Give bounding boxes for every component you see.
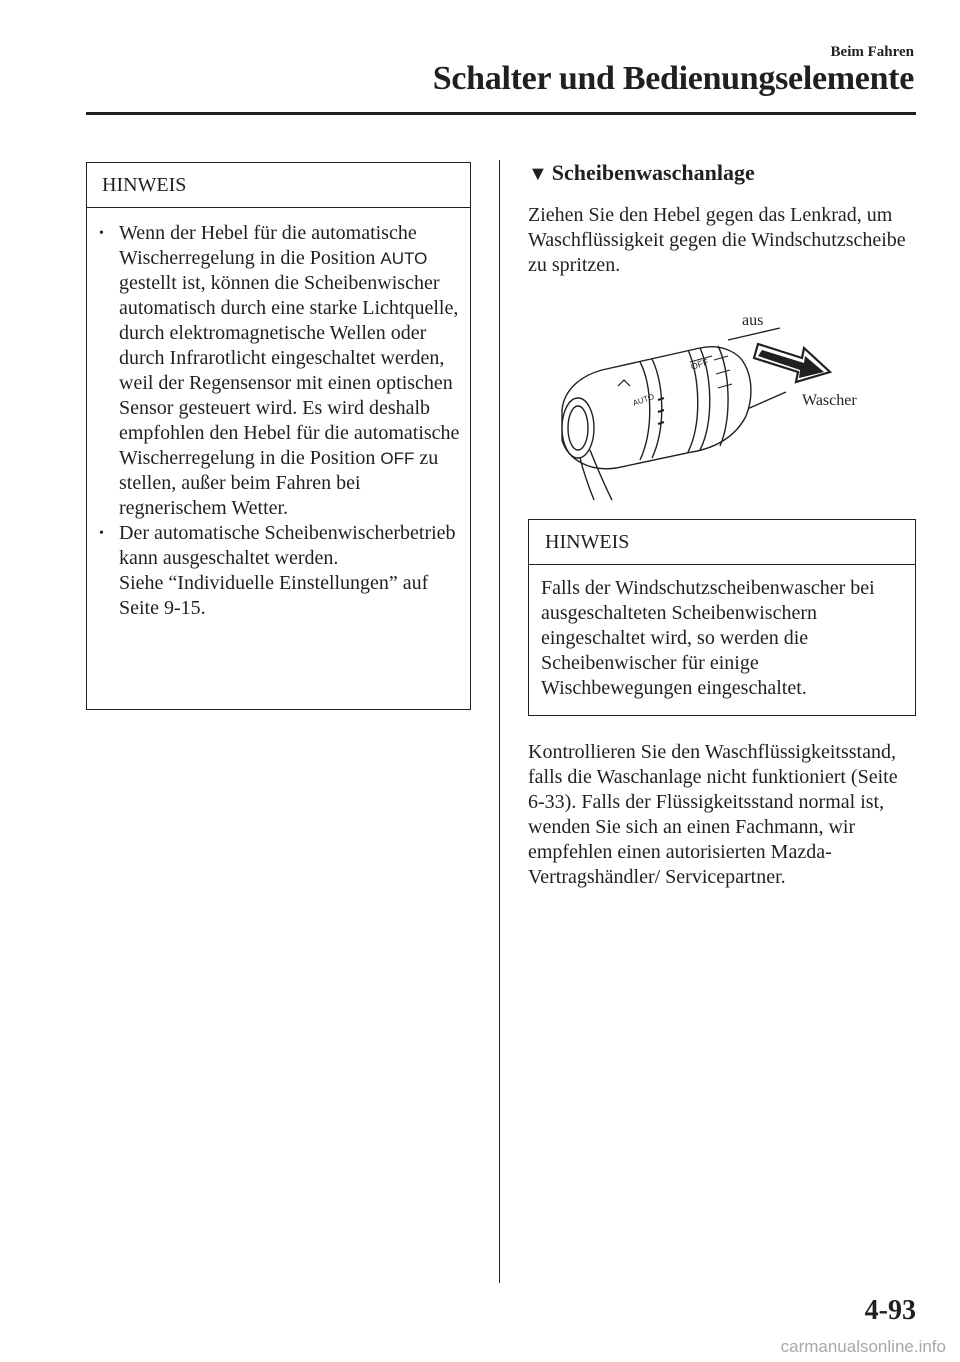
watermark: carmanualsonline.info [780, 1337, 946, 1356]
header-rule [86, 112, 916, 115]
note-heading: HINWEIS [529, 520, 915, 565]
bullet-text: Wenn der Hebel für die automatische Wischerregelung in die Position [119, 222, 417, 269]
off-position-label: OFF [380, 449, 415, 468]
column-divider [499, 160, 500, 1283]
page-number: 4-93 [864, 1295, 916, 1326]
section-title [528, 160, 755, 186]
triangle-marker-icon: ▼ [528, 163, 548, 185]
note-box-left [86, 162, 471, 710]
section-kicker: Beim Fahren [830, 44, 914, 60]
note-box-right [528, 519, 916, 716]
note-text: Falls der Windschutzscheibenwascher bei ausgeschalteten Scheibenwischern eingeschaltet wird, so werden die Scheibenwischer für einige Wischbewegungen eingeschaltet. [541, 577, 875, 699]
note-bullet-1 [119, 221, 460, 521]
bullet-text: Der automatische Scheibenwischerbetrieb kann ausgeschaltet werden. [119, 522, 456, 569]
note-bullet-2 [119, 521, 460, 621]
lever-auto-label: AUTO [631, 391, 656, 408]
label-wascher: Wascher [802, 392, 857, 409]
lever-off-label: OFF [689, 356, 710, 372]
note-list [87, 208, 470, 621]
bullet-text: gestellt ist, können die Scheibenwischer automatisch durch eine starke Lichtquelle, durch elektromagnetische Wellen oder durch Infrarotlicht eingeschaltet werden, weil der Regensensor mit einen optischen Sensor gesteuert wird. Es wird deshalb empfohlen den Hebel für die automatische Wischerregelung in die Position [119, 272, 460, 469]
check-paragraph: Kontrollieren Sie den Waschflüssigkeitsstand, falls die Waschanlage nicht funktioniert (Seite 6-33). Falls der Flüssigkeitsstand normal ist, wenden Sie sich an einen Fachmann, wir empfehlen einen autorisierten Mazda-Vertragshändler/ Servicepartner. [528, 741, 898, 888]
cross-reference: Siehe “Individuelle Einstellungen” auf Seite 9-15. [119, 572, 429, 619]
intro-paragraph: Ziehen Sie den Hebel gegen das Lenkrad, um Waschflüssigkeit gegen die Windschutzscheibe zu spritzen. [528, 204, 906, 276]
label-aus: aus [742, 312, 764, 329]
page-title: Schalter und Bedienungselemente [432, 60, 914, 97]
section-title-text: Scheibenwaschanlage [551, 160, 755, 185]
note-heading: HINWEIS [87, 163, 470, 208]
bullet-text: zu stellen, außer beim Fahren bei regnerischem Wetter. [119, 447, 439, 519]
auto-position-label: AUTO [380, 249, 428, 268]
